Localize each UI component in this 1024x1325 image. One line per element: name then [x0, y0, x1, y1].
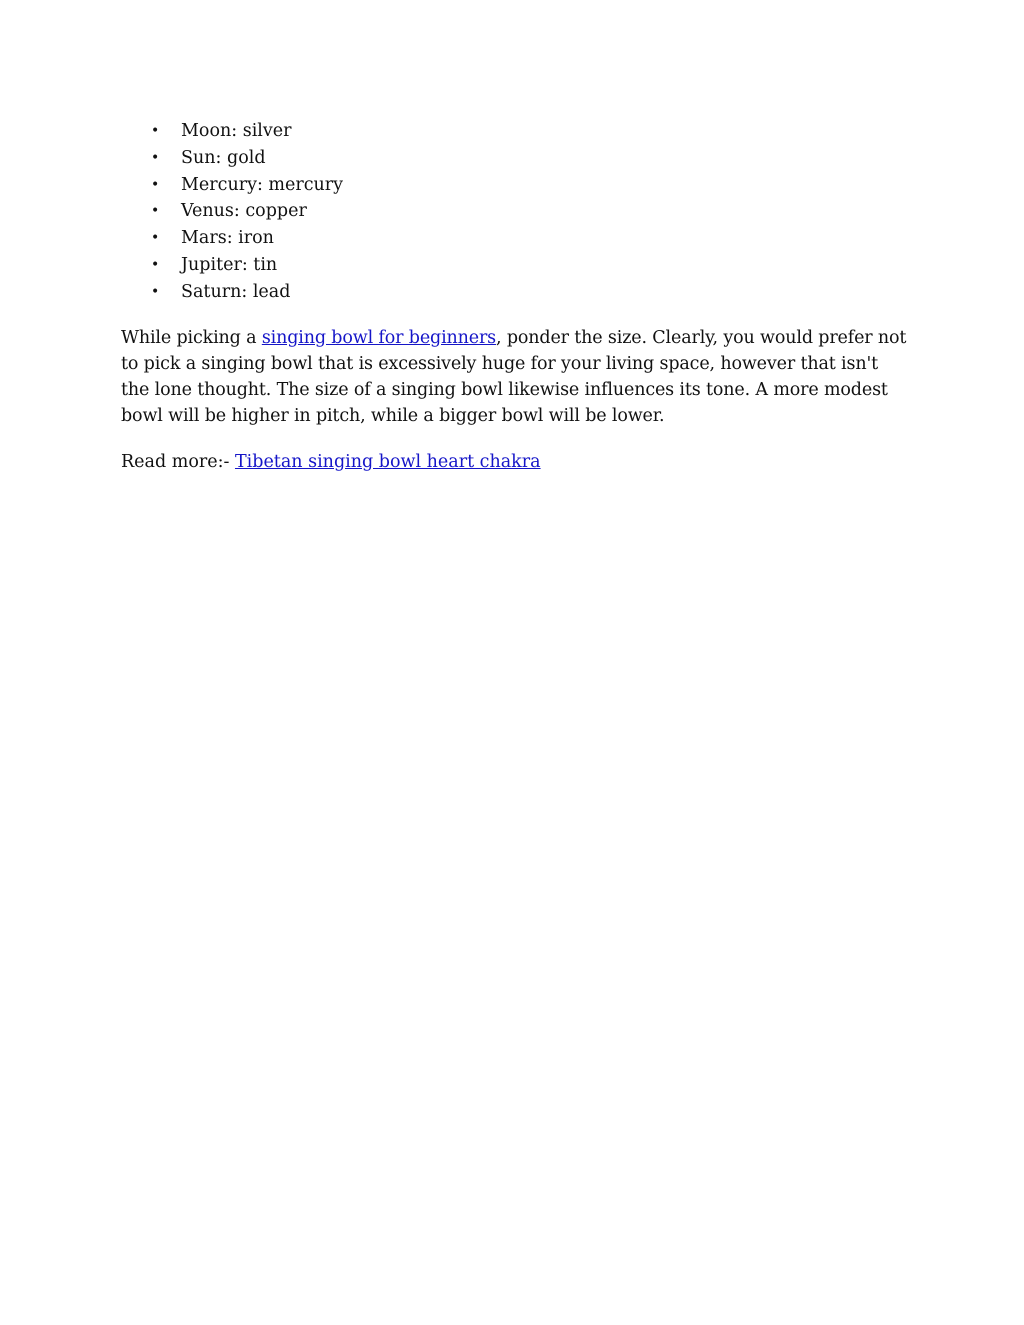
bullet-icon: • [151, 230, 160, 247]
read-more-line [121, 449, 911, 475]
list-item-text: Venus: copper [181, 201, 307, 222]
bullet-icon: • [151, 203, 160, 220]
read-more-label: Read more:- [121, 451, 235, 472]
body-paragraph [121, 325, 911, 429]
list-item-text: Mars: iron [181, 228, 274, 249]
paragraph-text-before-link: While picking a [121, 327, 262, 348]
list-item-text: Moon: silver [181, 121, 292, 141]
list-item-text: Sun: gold [181, 147, 266, 168]
list-item-text: Jupiter: tin [181, 254, 278, 275]
bullet-icon: • [151, 256, 160, 273]
bullet-icon: • [151, 283, 160, 300]
list-item [121, 172, 911, 199]
bullet-icon: • [151, 123, 160, 139]
bullet-icon: • [151, 176, 160, 193]
list-item [121, 252, 911, 279]
list-item [121, 145, 911, 172]
document-page [121, 118, 911, 475]
list-item-text: Saturn: lead [181, 281, 291, 302]
bullet-icon: • [151, 149, 160, 166]
list-item [121, 118, 911, 145]
list-item [121, 225, 911, 252]
singing-bowl-beginners-link[interactable]: singing bowl for beginners [261, 327, 497, 348]
list-item-text: Mercury: mercury [181, 174, 344, 195]
planet-metal-list [121, 118, 911, 306]
list-item [121, 198, 911, 225]
paragraph-text-after-link: , ponder the size. Clearly, you would prefer not to pick a singing bowl that is excessively huge for your living space, however that isn't the lone thought. The size of a singing bowl likewise influences its tone. A more modest bowl will be higher in pitch, while a bigger bowl will be lower. [121, 327, 907, 426]
list-item [121, 279, 911, 306]
heart-chakra-link[interactable]: Tibetan singing bowl heart chakra [234, 451, 541, 472]
